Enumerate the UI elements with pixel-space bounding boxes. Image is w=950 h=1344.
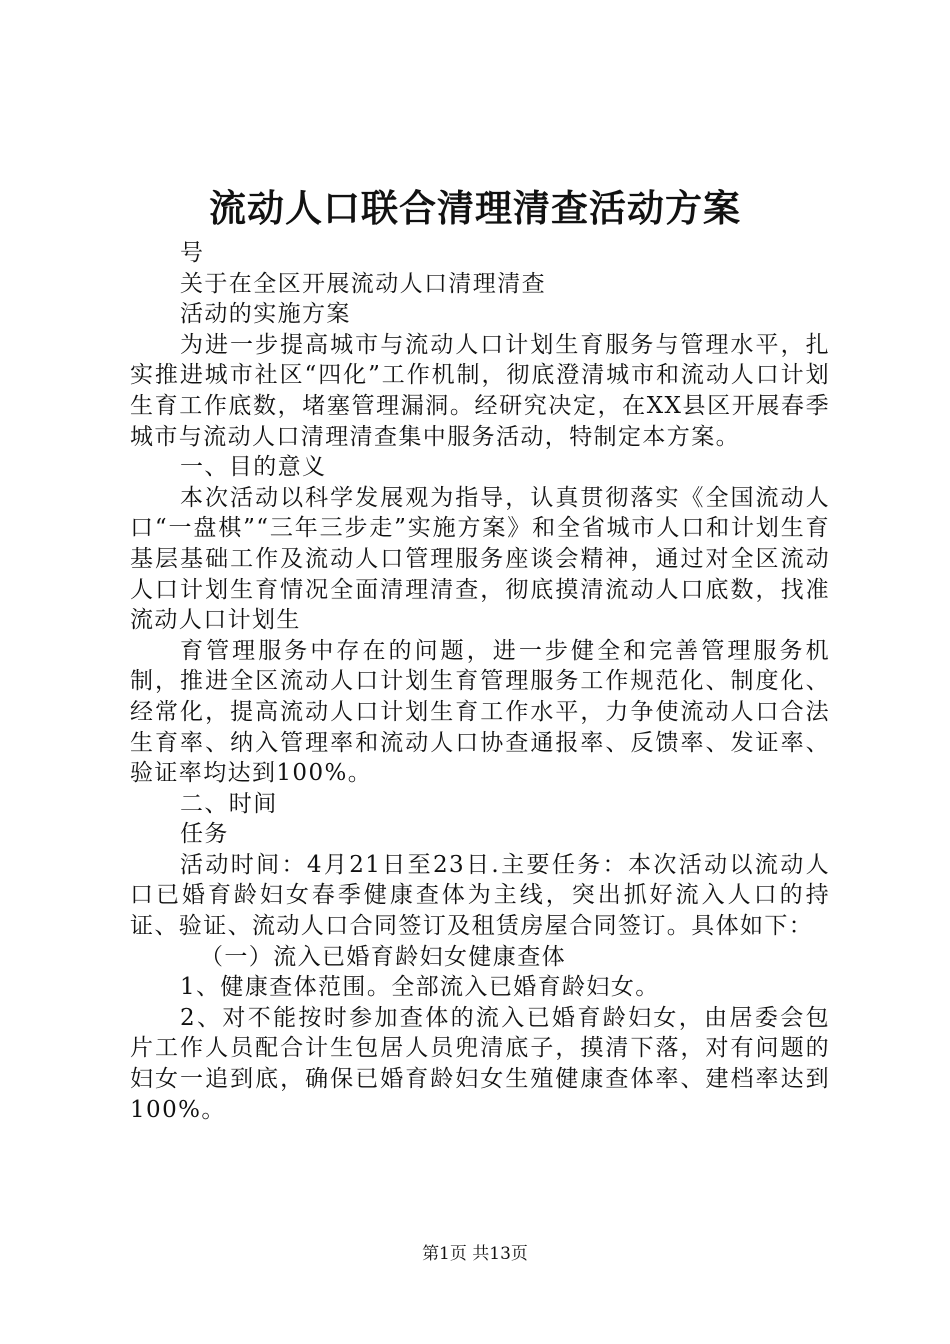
document-title: 流动人口联合清理清查活动方案 (209, 187, 741, 230)
paragraph-intro: 为进一步提高城市与流动人口计划生育服务与管理水平，扎实推进城市社区“四化”工作机制，彻底澄清城市和流动人口计划生育工作底数，堵塞管理漏洞。经研究决定，在XX县区开展春季城市与流动人口清理清查集中服务活动，特制定本方案。 (130, 331, 830, 450)
paragraph-item-2: 2、对不能按时参加查体的流入已婚育龄妇女，由居委会包片工作人员配合计生包居人员兜清底子，摸清下落，对有问题的妇女一追到底，确保已婚育龄妇女生殖健康查体率、建档率达到100%。 (130, 1004, 830, 1123)
paragraph-doc-number: 号 (180, 240, 205, 266)
document-body (130, 238, 830, 1125)
paragraph-subtitle-line-2: 活动的实施方案 (180, 301, 351, 328)
section-heading-time: 二、时间 (180, 790, 278, 817)
subsection-heading-health-check: （一）流入已婚育龄妇女健康查体 (200, 943, 566, 970)
paragraph-item-1: 1、健康查体范围。全部流入已婚育龄妇女。 (180, 974, 660, 1001)
section-heading-task: 任务 (180, 821, 229, 848)
paragraph-activity-time: 活动时间：4月21日至23日.主要任务：本次活动以流动人口已婚育龄妇女春季健康查体为主线，突出抓好流入人口的持证、验证、流动人口合同签订及租赁房屋合同签订。具体如下： (130, 851, 830, 940)
paragraph-subtitle-line-1: 关于在全区开展流动人口清理清查 (180, 270, 546, 297)
section-heading-purpose: 一、目的意义 (180, 454, 327, 481)
page-footer: 第1页 共13页 (422, 1244, 528, 1264)
paragraph-purpose-continued: 育管理服务中存在的问题，进一步健全和完善管理服务机制，推进全区流动人口计划生育管理服务工作规范化、制度化、经常化，提高流动人口计划生育工作水平，力争使流动人口合法生育率、纳入管理率和流动人口协查通报率、反馈率、发证率、验证率均达到100%。 (130, 637, 830, 787)
paragraph-purpose: 本次活动以科学发展观为指导，认真贯彻落实《全国流动人口“一盘棋”“三年三步走”实施方案》和全省城市人口和计划生育基层基础工作及流动人口管理服务座谈会精神，通过对全区流动人口计划生育情况全面清理清查，彻底摸清流动人口底数，找准流动人口计划生 (130, 484, 830, 634)
